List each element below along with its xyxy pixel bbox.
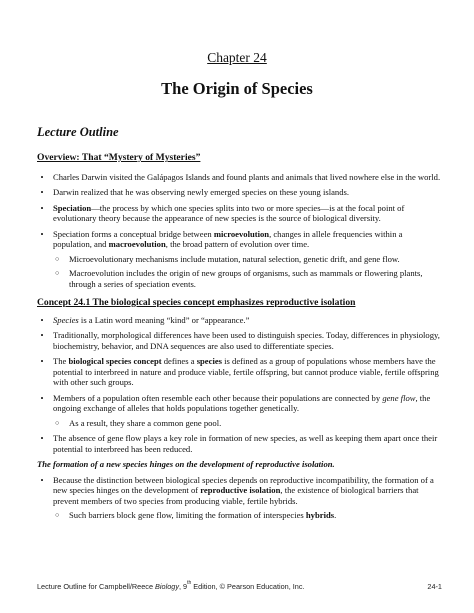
bullet-text: is defined as a group of populations whose members have the potential to interbreed in nature and produce viable, fertile offspring, but cannot produce viable, fertile offspring with other such groups. xyxy=(53,356,439,387)
concept-heading: Concept 24.1 The biological species concept emphasizes reproductive isolation xyxy=(37,297,356,308)
isolation-list xyxy=(37,475,442,521)
footer-text: , 9 xyxy=(178,582,188,591)
sub-list-item xyxy=(53,510,442,521)
footer-citation xyxy=(37,582,305,591)
sub-bullet-text: . xyxy=(334,510,337,520)
bullet-text: , the ongoing exchange of alleles that holds populations together genetically. xyxy=(53,392,431,413)
bullet-glyph: • xyxy=(40,392,44,403)
outline-content xyxy=(37,153,442,526)
bullet-glyph: • xyxy=(40,433,44,443)
sub-bullet-glyph: ○ xyxy=(55,254,60,263)
bullet-text: Darwin realized that he was observing newly emerged species on these young islands. xyxy=(53,187,350,197)
list-item xyxy=(37,433,442,454)
bullet-text: , the broad pattern of evolution over time. xyxy=(165,239,310,249)
bullet-text: The absence of gene flow plays a key role in formation of new species, as well as keeping them apart once their potential to interbreed has been reduced. xyxy=(53,433,438,454)
footer-text: Edition, © Pearson Education, Inc. xyxy=(191,582,305,591)
list-item xyxy=(37,356,442,388)
footer-book-title: Biology xyxy=(155,582,179,591)
term-reproductive-isolation: reproductive isolation xyxy=(200,485,281,495)
list-item xyxy=(37,393,442,429)
bullet-glyph: • xyxy=(40,330,44,340)
bullet-text: Charles Darwin visited the Galápagos Islands and found plants and animals that lived nowhere else in the world. xyxy=(53,171,441,182)
bullet-text: Because the distinction between biological species depends on reproductive incompatibility, the formation of a new species hinges on the development of xyxy=(53,474,434,495)
term-species-italic: Species xyxy=(53,314,79,325)
sub-bullet-glyph: ○ xyxy=(55,418,60,427)
sub-list xyxy=(53,510,442,521)
sub-list xyxy=(53,418,442,429)
list-item xyxy=(37,187,442,198)
overview-list xyxy=(37,172,442,290)
term-hybrids: hybrids xyxy=(305,510,335,520)
term-species: species xyxy=(196,356,222,366)
sub-list xyxy=(53,254,442,290)
bullet-glyph: • xyxy=(40,474,44,485)
bullet-glyph: • xyxy=(40,314,44,325)
list-item xyxy=(37,229,442,290)
sub-bullet-text: Macroevolution includes the origin of new groups of organisms, such as mammals or flowering plants, through a series of speciation events. xyxy=(69,268,423,289)
bullet-glyph: • xyxy=(40,356,44,366)
sub-list-item xyxy=(53,254,442,265)
bullet-text: defines a xyxy=(161,356,197,366)
term-biological-species-concept: biological species concept xyxy=(68,356,162,366)
bullet-text: —the process by which one species splits into two or more species—is at the focal point of evolutionary theory because the appearance of new species is the source of biological diversity. xyxy=(53,202,405,223)
bullet-glyph: • xyxy=(40,202,44,213)
sub-bullet-text: Microevolutionary mechanisms include mutation, natural selection, genetic drift, and gene flow. xyxy=(69,253,400,264)
term-gene-flow: gene flow xyxy=(382,392,416,403)
concept-list xyxy=(37,315,442,455)
lecture-outline-label: Lecture Outline xyxy=(37,125,119,139)
bullet-text: Speciation forms a conceptual bridge between xyxy=(53,228,214,239)
sub-list-item xyxy=(53,418,442,429)
term-macroevolution: macroevolution xyxy=(108,239,166,249)
bullet-text: , changes in allele frequencies within a population, and xyxy=(53,228,403,249)
term-microevolution: microevolution xyxy=(213,228,270,239)
page-title: The Origin of Species xyxy=(161,79,313,98)
chapter-label: Chapter 24 xyxy=(207,50,267,65)
sub-list-item xyxy=(53,268,442,289)
sub-bullet-glyph: ○ xyxy=(55,269,60,277)
bullet-text: Traditionally, morphological differences have been used to distinguish species. Today, differences in physiology, biochemistry, behavior, and DNA sequences are also used to differentiate species. xyxy=(53,330,440,351)
bullet-text: Members of a population often resemble each other because their populations are connected by xyxy=(53,392,383,403)
sub-bullet-text: Such barriers block gene flow, limiting the formation of interspecies xyxy=(69,510,306,520)
sub-bullet-glyph: ○ xyxy=(55,511,60,519)
bullet-glyph: • xyxy=(40,187,44,197)
list-item xyxy=(37,172,442,183)
overview-heading: Overview: That “Mystery of Mysteries” xyxy=(37,152,201,163)
footer-superscript: th xyxy=(187,580,192,586)
term-speciation: Speciation xyxy=(53,202,92,213)
footer-text: Lecture Outline for Campbell/Reece xyxy=(37,582,156,591)
reproductive-isolation-subheading: The formation of a new species hinges on the development of reproductive isolation. xyxy=(37,459,335,469)
list-item xyxy=(37,203,442,224)
bullet-text: , the existence of biological barriers that prevent members of two species from producing viable, fertile hybrids. xyxy=(53,485,419,506)
bullet-glyph: • xyxy=(40,228,44,239)
bullet-text: The xyxy=(53,356,69,366)
page-number: 24-1 xyxy=(427,582,442,591)
bullet-text: is a Latin word meaning “kind” or “appearance.” xyxy=(78,314,250,325)
list-item xyxy=(37,330,442,351)
list-item xyxy=(37,315,442,326)
bullet-glyph: • xyxy=(40,171,44,182)
list-item xyxy=(37,475,442,521)
sub-bullet-text: As a result, they share a common gene pool. xyxy=(69,417,222,428)
